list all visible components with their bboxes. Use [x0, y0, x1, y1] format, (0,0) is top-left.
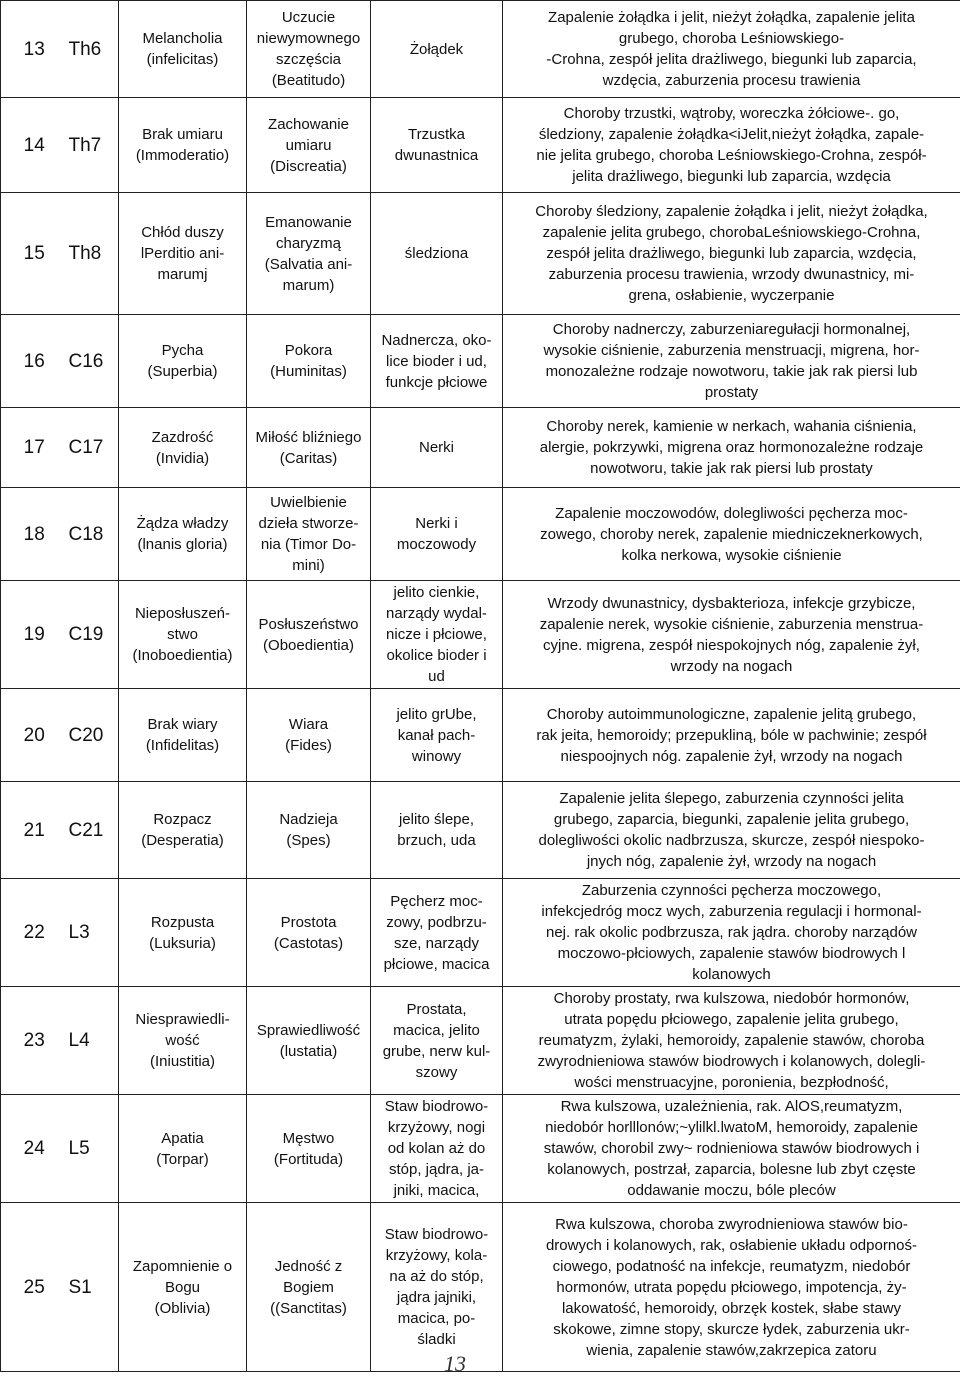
vice-cell-line: stwo	[122, 624, 243, 645]
row-number: 17	[1, 408, 63, 488]
row-number: 13	[1, 1, 63, 98]
disease-cell-line: dolegliwości okolic nadbrzusza, skurcze, zespół niespoko-	[506, 830, 957, 851]
virtue-cell-line: umiaru	[250, 135, 367, 156]
disease-cell-line: drowych i kolanowych, rak, osłabienie układu odpornoś-	[506, 1235, 957, 1256]
disease-cell-line: lakowatość, hemoroidy, obrzęk kostek, słabe stawy	[506, 1298, 957, 1319]
disease-cell-line: Zapalenie jelita ślepego, zaburzenia czynności jelita	[506, 788, 957, 809]
virtue-cell-line: (Huminitas)	[250, 361, 367, 382]
segment-code: L3	[63, 879, 119, 987]
organ-cell-line: Nerki	[374, 437, 499, 458]
disease-cell-line: wysokie ciśnienie, zaburzenia menstruacji, migrena, hor-	[506, 340, 957, 361]
row-number: 18	[1, 488, 63, 581]
disease-cell-line: Choroby nadnerczy, zaburzeniaregułacji hormonalnej,	[506, 319, 957, 340]
disease-cell-line: wienia, zapalenie stawów,zakrzepica zatoru	[506, 1340, 957, 1361]
disease-cell-line: grena, osłabienie, wyczerpanie	[506, 285, 957, 306]
disease-cell-line: monozależne rodzaje nowotworu, takie jak rak piersi lub	[506, 361, 957, 382]
vice-cell-line: Rozpacz	[122, 809, 243, 830]
disease-cell-line: cyjne. migrena, zespół niespokojnych nóg, zapalenie żył,	[506, 635, 957, 656]
disease-cell-line: infekcjedróg mocz wych, zaburzenia regulacji i hormonal-	[506, 901, 957, 922]
segment-code: S1	[63, 1203, 119, 1372]
table-row	[1, 98, 960, 193]
vice-cell-line: (Desperatia)	[122, 830, 243, 851]
organ-cell-line: Pęcherz moc-	[374, 891, 499, 912]
disease-cell-line: stawów, chorobil zwy~ rodnieniowa stawów biodrowych i	[506, 1138, 957, 1159]
organ-cell-line: jniki, macica,	[374, 1180, 499, 1201]
vice-cell	[119, 1095, 247, 1203]
vice-cell-line: Zazdrość	[122, 427, 243, 448]
disease-cell	[503, 1, 960, 98]
page-number: 13	[430, 1351, 480, 1377]
virtue-cell-line: Zachowanie	[250, 114, 367, 135]
row-number: 16	[1, 315, 63, 408]
vice-cell	[119, 315, 247, 408]
virtue-cell-line: Męstwo	[250, 1128, 367, 1149]
disease-cell-line: niespoojnych nóg. zapalenie żył, wrzody na nogach	[506, 746, 957, 767]
vice-cell-line: Brak wiary	[122, 714, 243, 735]
virtue-cell-line: dzieła stworze-	[250, 513, 367, 534]
vice-cell-line: Rozpusta	[122, 912, 243, 933]
row-number: 14	[1, 98, 63, 193]
disease-cell-line: grubego, choroba Leśniowskiego-	[506, 28, 957, 49]
vice-cell-line: (Immoderatio)	[122, 145, 243, 166]
vice-cell	[119, 1203, 247, 1372]
disease-cell-line: alergie, pokrzywki, migrena oraz hormonozależne rodzaje	[506, 437, 957, 458]
vice-cell-line: (Iniustitia)	[122, 1051, 243, 1072]
vice-cell-line: marumj	[122, 264, 243, 285]
disease-cell	[503, 408, 960, 488]
disease-cell-line: Zaburzenia czynności pęcherza moczowego,	[506, 880, 957, 901]
organ-cell-line: szowy	[374, 1062, 499, 1083]
segment-code: C17	[63, 408, 119, 488]
disease-cell-line: zaburzenia procesu trawienia, wrzody dwunastnicy, mi-	[506, 264, 957, 285]
organ-cell	[371, 193, 503, 315]
virtue-cell	[247, 315, 371, 408]
disease-cell-line: zwyrodnieniowa stawów biodrowych i kolanowych, dolegli-	[506, 1051, 957, 1072]
organ-cell-line: krzyżowy, nogi	[374, 1117, 499, 1138]
virtue-cell-line: Sprawiedliwość	[250, 1020, 367, 1041]
disease-cell-line: nej. rak okolic podbrzusza, rak jądra. choroby narządów	[506, 922, 957, 943]
vice-cell	[119, 1, 247, 98]
disease-cell-line: wości menstruacyjne, poronienia, bezpłodność,	[506, 1072, 957, 1093]
vice-cell	[119, 689, 247, 782]
disease-cell-line: jnych nóg, zapalenie żył, wrzody na nogach	[506, 851, 957, 872]
disease-cell-line: Choroby nerek, kamienie w nerkach, wahania ciśnienia,	[506, 416, 957, 437]
virtue-cell-line: marum)	[250, 275, 367, 296]
vice-cell-line: Chłód duszy	[122, 222, 243, 243]
table-row	[1, 1095, 960, 1203]
organ-cell-line: Nadnercza, oko-	[374, 330, 499, 351]
vice-cell	[119, 987, 247, 1095]
organ-cell-line: jelito cienkie,	[374, 582, 499, 603]
vice-cell	[119, 193, 247, 315]
organ-cell-line: śledziona	[374, 243, 499, 264]
virtue-cell-line: (Fides)	[250, 735, 367, 756]
segment-code: C16	[63, 315, 119, 408]
organ-cell-line: nicze i płciowe,	[374, 624, 499, 645]
virtue-cell	[247, 987, 371, 1095]
disease-cell-line: Choroby autoimmunologiczne, zapalenie jelitą grubego,	[506, 704, 957, 725]
virtue-cell	[247, 1203, 371, 1372]
segment-code: Th6	[63, 1, 119, 98]
segment-code: L5	[63, 1095, 119, 1203]
table-row	[1, 1203, 960, 1372]
virtue-cell-line: Posłuszeństwo	[250, 614, 367, 635]
organ-cell-line: Staw biodrowo-	[374, 1224, 499, 1245]
disease-cell-line: Choroby prostaty, rwa kulszowa, niedobór hormonów,	[506, 988, 957, 1009]
virtue-cell-line: Miłość bliźniego	[250, 427, 367, 448]
virtue-cell-line: (Salvatia ani-	[250, 254, 367, 275]
virtue-cell	[247, 408, 371, 488]
disease-cell-line: jelita drażliwego, biegunki lub zaparcia, wzdęcia	[506, 166, 957, 187]
virtue-cell-line: (Castotas)	[250, 933, 367, 954]
vice-cell-line: lPerditio ani-	[122, 243, 243, 264]
organ-cell-line: ud	[374, 666, 499, 687]
organ-cell-line: brzuch, uda	[374, 830, 499, 851]
virtue-cell	[247, 193, 371, 315]
vice-cell	[119, 879, 247, 987]
disease-cell-line: rak jeita, hemoroidy; przepukliną, bóle w pachwinie; zespół	[506, 725, 957, 746]
virtue-cell-line: Uwielbienie	[250, 492, 367, 513]
vice-cell-line: Zapomnienie o	[122, 1256, 243, 1277]
organ-cell-line: zowy, podbrzu-	[374, 912, 499, 933]
organ-cell-line: stóp, jądra, ja-	[374, 1159, 499, 1180]
segment-code: C19	[63, 581, 119, 689]
disease-cell-line: zowego, choroby nerek, zapalenie miedniczeknerkowych,	[506, 524, 957, 545]
disease-cell-line: śledziony, zapalenie żołądka<iJelit,nieżyt żołądka, zapale-	[506, 124, 957, 145]
disease-cell-line: Rwa kulszowa, choroba zwyrodnieniowa stawów bio-	[506, 1214, 957, 1235]
table-row	[1, 782, 960, 879]
organ-cell	[371, 879, 503, 987]
vice-cell-line: (infelicitas)	[122, 49, 243, 70]
disease-cell-line: kolanowych	[506, 964, 957, 985]
organ-cell	[371, 408, 503, 488]
organ-cell-line: Nerki i	[374, 513, 499, 534]
table-body	[1, 1, 960, 1372]
vice-cell	[119, 782, 247, 879]
virtue-cell-line: (Oboedientia)	[250, 635, 367, 656]
vice-cell-line: Pycha	[122, 340, 243, 361]
organ-cell-line: Żołądek	[374, 39, 499, 60]
virtue-cell-line: Jedność z	[250, 1256, 367, 1277]
virtue-cell-line: charyzmą	[250, 233, 367, 254]
disease-cell-line: nie jelita grubego, choroba Leśniowskiego-Crohna, zespół-	[506, 145, 957, 166]
organ-cell-line: śladki	[374, 1329, 499, 1350]
virtue-cell	[247, 581, 371, 689]
virtue-cell-line: ((Sanctitas)	[250, 1298, 367, 1319]
virtue-cell-line: Prostota	[250, 912, 367, 933]
vice-cell	[119, 98, 247, 193]
disease-cell-line: reumatyzm, żylaki, hemoroidy, zapalenie stawów, choroba	[506, 1030, 957, 1051]
disease-cell-line: Choroby śledziony, zapalenie żołądka i jelit, nieżyt żołądka,	[506, 201, 957, 222]
segment-code: C20	[63, 689, 119, 782]
organ-cell-line: Staw biodrowo-	[374, 1096, 499, 1117]
virtue-cell-line: (Caritas)	[250, 448, 367, 469]
row-number: 24	[1, 1095, 63, 1203]
virtue-cell-line: Wiara	[250, 714, 367, 735]
vice-cell-line: Brak umiaru	[122, 124, 243, 145]
virtue-cell-line: (Discreatia)	[250, 156, 367, 177]
vice-cell-line: (lnanis gloria)	[122, 534, 243, 555]
disease-cell	[503, 488, 960, 581]
organ-cell-line: jelito grUbe,	[374, 704, 499, 725]
segment-code: C21	[63, 782, 119, 879]
organ-cell-line: okolice bioder i	[374, 645, 499, 666]
disease-cell	[503, 98, 960, 193]
organ-cell	[371, 1095, 503, 1203]
organ-cell-line: grube, nerw kul-	[374, 1041, 499, 1062]
vice-cell-line: (Superbia)	[122, 361, 243, 382]
virtue-cell	[247, 1095, 371, 1203]
organ-cell-line: sze, narządy	[374, 933, 499, 954]
organ-cell	[371, 581, 503, 689]
segment-code: Th8	[63, 193, 119, 315]
disease-cell-line: moczowo-płciowych, zapalenie stawów biodrowych l	[506, 943, 957, 964]
row-number: 22	[1, 879, 63, 987]
disease-cell	[503, 1095, 960, 1203]
disease-cell	[503, 782, 960, 879]
virtue-cell-line: Uczucie	[250, 7, 367, 28]
segment-code: Th7	[63, 98, 119, 193]
disease-cell-line: Rwa kulszowa, uzależnienia, rak. AlOS,reumatyzm,	[506, 1096, 957, 1117]
vice-cell-line: (Inoboedientia)	[122, 645, 243, 666]
vice-cell-line: Apatia	[122, 1128, 243, 1149]
organ-cell	[371, 689, 503, 782]
disease-cell-line: -Crohna, zespół jelita drażliwego, biegunki lub zaparcia,	[506, 49, 957, 70]
table-row	[1, 488, 960, 581]
vice-cell-line: wość	[122, 1030, 243, 1051]
virtue-cell-line: mini)	[250, 555, 367, 576]
organ-cell-line: na aż do stóp,	[374, 1266, 499, 1287]
vice-cell-line: Nieposłuszeń-	[122, 603, 243, 624]
disease-cell-line: Zapalenie moczowodów, dolegliwości pęcherza moc-	[506, 503, 957, 524]
table-row	[1, 1, 960, 98]
table-row	[1, 193, 960, 315]
disease-cell-line: ciowego, podatność na infekcje, reumatyzm, niedobór	[506, 1256, 957, 1277]
vice-cell-line: Bogu	[122, 1277, 243, 1298]
virtue-cell	[247, 689, 371, 782]
row-number: 20	[1, 689, 63, 782]
disease-cell-line: kolka nerkowa, wysokie ciśnienie	[506, 545, 957, 566]
organ-cell-line: płciowe, macica	[374, 954, 499, 975]
organ-cell-line: krzyżowy, kola-	[374, 1245, 499, 1266]
row-number: 15	[1, 193, 63, 315]
disease-cell-line: oddawanie moczu, bóle pleców	[506, 1180, 957, 1201]
virtue-cell	[247, 98, 371, 193]
disease-cell-line: zapalenie jelita grubego, chorobaLeśniowskiego-Crohna,	[506, 222, 957, 243]
virtue-cell-line: Emanowanie	[250, 212, 367, 233]
table-row	[1, 987, 960, 1095]
organ-cell	[371, 1, 503, 98]
virtue-cell-line: (Fortituda)	[250, 1149, 367, 1170]
disease-cell-line: prostaty	[506, 382, 957, 403]
disease-cell	[503, 1203, 960, 1372]
disease-cell-line: kolanowych, postrzał, zaparcia, bolesne lub zbyt częste	[506, 1159, 957, 1180]
vice-cell	[119, 581, 247, 689]
disease-cell-line: wzdęcia, zaburzenia procesu trawienia	[506, 70, 957, 91]
organ-cell	[371, 1203, 503, 1372]
vice-cell-line: Melancholia	[122, 28, 243, 49]
virtue-cell-line: (Beatitudo)	[250, 70, 367, 91]
organ-cell-line: winowy	[374, 746, 499, 767]
table-row	[1, 408, 960, 488]
disease-cell-line: utrata popędu płciowego, zapalenie jelita grubego,	[506, 1009, 957, 1030]
organ-cell-line: jądra jajniki,	[374, 1287, 499, 1308]
disease-cell-line: Zapalenie żołądka i jelit, nieżyt żołądka, zapalenie jelita	[506, 7, 957, 28]
disease-cell-line: zespół jelita drażliwego, biegunki lub zaparcia, wzdęcia,	[506, 243, 957, 264]
disease-cell-line: hormonów, utrata popędu płciowego, impotencja, ży-	[506, 1277, 957, 1298]
disease-cell	[503, 987, 960, 1095]
organ-cell-line: lice bioder i ud,	[374, 351, 499, 372]
vice-cell-line: (Infidelitas)	[122, 735, 243, 756]
disease-cell	[503, 879, 960, 987]
vice-cell-line: (Oblivia)	[122, 1298, 243, 1319]
vice-cell	[119, 488, 247, 581]
disease-cell	[503, 193, 960, 315]
virtue-cell	[247, 488, 371, 581]
disease-cell-line: Choroby trzustki, wątroby, woreczka żółciowe-. go,	[506, 103, 957, 124]
virtue-cell-line: niewymownego	[250, 28, 367, 49]
vice-cell	[119, 408, 247, 488]
organ-cell-line: dwunastnica	[374, 145, 499, 166]
virtue-cell	[247, 879, 371, 987]
segment-code: C18	[63, 488, 119, 581]
organ-cell-line: od kolan aż do	[374, 1138, 499, 1159]
organ-cell-line: Prostata,	[374, 999, 499, 1020]
organ-cell-line: macica, jelito	[374, 1020, 499, 1041]
disease-cell-line: skokowe, zimne stopy, skurcze łydek, zaburzenia ukr-	[506, 1319, 957, 1340]
vice-cell-line: (Invidia)	[122, 448, 243, 469]
organ-cell	[371, 98, 503, 193]
disease-cell	[503, 689, 960, 782]
disease-cell	[503, 581, 960, 689]
organ-cell-line: moczowody	[374, 534, 499, 555]
row-number: 21	[1, 782, 63, 879]
organ-cell	[371, 488, 503, 581]
virtue-cell-line: Pokora	[250, 340, 367, 361]
organ-cell-line: funkcje płciowe	[374, 372, 499, 393]
organ-cell-line: kanał pach-	[374, 725, 499, 746]
disease-cell-line: Wrzody dwunastnicy, dysbakterioza, infekcje grzybicze,	[506, 593, 957, 614]
row-number: 19	[1, 581, 63, 689]
virtue-cell-line: Bogiem	[250, 1277, 367, 1298]
virtue-cell-line: nia (Timor Do-	[250, 534, 367, 555]
disease-cell-line: nowotworu, takie jak rak piersi lub prostaty	[506, 458, 957, 479]
organ-cell-line: macica, po-	[374, 1308, 499, 1329]
table-row	[1, 315, 960, 408]
virtue-cell-line: (lustatia)	[250, 1041, 367, 1062]
segment-code: L4	[63, 987, 119, 1095]
organ-cell	[371, 315, 503, 408]
virtue-cell-line: szczęścia	[250, 49, 367, 70]
table-row	[1, 689, 960, 782]
disease-cell-line: wrzody na nogach	[506, 656, 957, 677]
virtue-cell-line: Nadzieja	[250, 809, 367, 830]
organ-cell	[371, 782, 503, 879]
row-number: 25	[1, 1203, 63, 1372]
disease-cell-line: grubego, zaparcia, biegunki, zapalenie jelita grubego,	[506, 809, 957, 830]
vice-cell-line: Żądza władzy	[122, 513, 243, 534]
disease-cell-line: niedobór horlllonów;~ylilkl.lwatoM, hemoroidy, zapalenie	[506, 1117, 957, 1138]
vice-cell-line: (Luksuria)	[122, 933, 243, 954]
organ-cell-line: Trzustka	[374, 124, 499, 145]
organ-cell-line: jelito ślepe,	[374, 809, 499, 830]
organ-cell-line: narządy wydal-	[374, 603, 499, 624]
table-row	[1, 581, 960, 689]
virtue-cell-line: (Spes)	[250, 830, 367, 851]
table-row	[1, 879, 960, 987]
organ-cell	[371, 987, 503, 1095]
row-number: 23	[1, 987, 63, 1095]
disease-cell-line: zapalenie nerek, wysokie ciśnienie, zaburzenia menstrua-	[506, 614, 957, 635]
virtue-cell	[247, 1, 371, 98]
virtue-cell	[247, 782, 371, 879]
vice-cell-line: (Torpar)	[122, 1149, 243, 1170]
disease-cell	[503, 315, 960, 408]
vice-cell-line: Niesprawiedli-	[122, 1009, 243, 1030]
